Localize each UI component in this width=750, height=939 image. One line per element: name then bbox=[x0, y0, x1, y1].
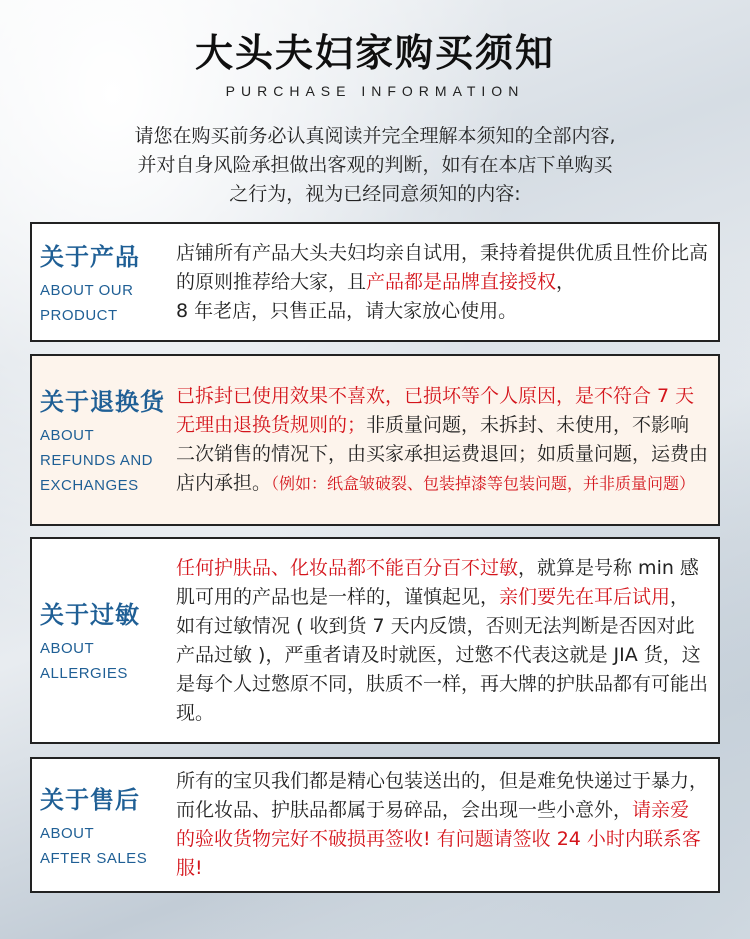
highlight-text: 亲们要先在耳后试用 bbox=[499, 585, 671, 608]
highlight-text: 已拆封已使用效果不喜欢，已损坏等个人原因，是不符合 7 天无理由退换货规则的； bbox=[176, 385, 695, 436]
intro-text bbox=[60, 122, 690, 209]
card-heading bbox=[32, 237, 172, 328]
aftersales-card bbox=[30, 757, 720, 893]
card-title: 关于售后 bbox=[40, 785, 140, 814]
body-text: 8 年老店，只售正品，请大家放心使用。 bbox=[176, 299, 518, 322]
intro-line: 之行为，视为已经同意须知的内容: bbox=[229, 183, 521, 205]
body-text: 所有的宝贝我们都是精心包装送出的，但是难免快递过于暴力，而化妆品、护肤品都属于易碎品，会出现一些小意外， bbox=[176, 770, 709, 821]
allergies-card bbox=[30, 537, 720, 744]
body-text: 非质量问题，未拆封、未使用，不影响二次销售的情况下，由买家承担运费退回；如质量问题，运费由店内承担。 bbox=[176, 414, 709, 494]
intro-line: 请您在购买前务必认真阅读并完全理解本须知的全部内容, bbox=[134, 125, 616, 147]
highlight-text: （例如：纸盒皱破裂、包装掉漆等包装问题，并非质量问题） bbox=[271, 474, 696, 493]
card-heading bbox=[32, 595, 172, 686]
card-title: 关于过敏 bbox=[40, 601, 140, 629]
card-title: 关于退换货 bbox=[40, 388, 165, 416]
card-body bbox=[172, 554, 718, 728]
body-text: ，就算是号称 min 感肌可用的产品也是一样的，谨慎起见， bbox=[176, 556, 699, 608]
refunds-card bbox=[30, 354, 720, 526]
card-subtitle-line: EXCHANGES bbox=[40, 477, 139, 494]
card-subtitle bbox=[40, 423, 172, 498]
card-subtitle-line: AFTER SALES bbox=[40, 849, 148, 867]
card-body bbox=[172, 382, 718, 498]
body-text: ， bbox=[556, 270, 576, 293]
header bbox=[0, 22, 750, 99]
card-subtitle-line: ALLERGIES bbox=[40, 665, 128, 682]
page-title: 大头夫妇家购买须知 bbox=[194, 31, 555, 75]
highlight-text: 产品都是品牌直接授权 bbox=[366, 270, 557, 293]
card-body bbox=[172, 239, 718, 326]
card-subtitle bbox=[40, 278, 172, 328]
card-title: 关于产品 bbox=[40, 242, 140, 271]
card-subtitle-line: PRODUCT bbox=[40, 306, 118, 324]
card-subtitle-line: ABOUT OUR bbox=[40, 281, 134, 299]
card-heading bbox=[32, 780, 172, 871]
card-subtitle bbox=[40, 636, 172, 686]
body-text: ，如有过敏情况 ( 收到货 7 天内反馈，否则无法判断是否因对此产品过敏 )，严重者请及时就医，过憼不代表这就是 JIA 货，这是每个人过憼原不同，肤质不一样，再大牌的护肤品都有可能出现。 bbox=[176, 585, 709, 724]
product-card bbox=[30, 222, 720, 342]
intro-line: 并对自身风险承担做出客观的判断，如有在本店下单购买 bbox=[137, 154, 613, 176]
card-subtitle-line: ABOUT bbox=[40, 640, 95, 657]
card-subtitle-line: ABOUT bbox=[40, 427, 95, 444]
card-body bbox=[172, 767, 718, 883]
page-subtitle: PURCHASE INFORMATION bbox=[225, 83, 525, 99]
highlight-text: 任何护肤品、化妆品都不能百分百不过敏 bbox=[176, 556, 519, 579]
card-subtitle-line: REFUNDS AND bbox=[40, 452, 154, 469]
card-subtitle-line: ABOUT bbox=[40, 824, 95, 842]
body-text: 店铺所有产品大头夫妇均亲自试用，秉持着提供优质且性价比高的原则推荐给大家，且 bbox=[176, 241, 709, 293]
highlight-text: 请亲爱的验收货物完好不破损再签收! 有问题请签收 24 小时内联系客服! bbox=[176, 799, 701, 879]
card-subtitle bbox=[40, 821, 172, 871]
card-heading bbox=[32, 382, 172, 498]
